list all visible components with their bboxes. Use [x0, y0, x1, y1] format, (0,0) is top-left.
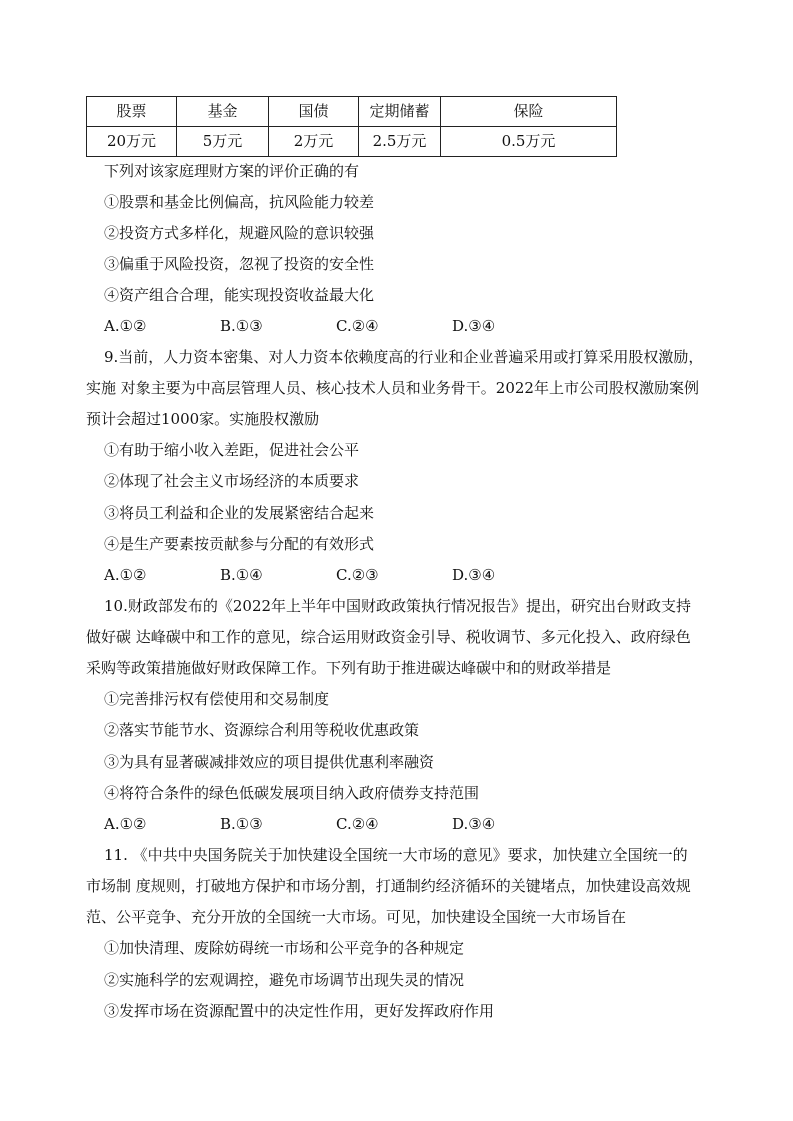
table-header-cell: 股票	[87, 97, 177, 127]
option-d: D.③④	[452, 566, 496, 584]
table-cell: 2万元	[269, 127, 359, 157]
option-c: C.②③	[336, 566, 379, 584]
option-b: B.①③	[220, 815, 263, 833]
q9-item-3: ③将员工利益和企业的发展紧密结合起来	[104, 504, 375, 522]
q9-item-4: ④是生产要素按贡献参与分配的有效形式	[104, 535, 375, 553]
option-a: A.①②	[104, 815, 147, 833]
table-cell: 5万元	[177, 127, 269, 157]
q10-item-2: ②落实节能节水、资源综合利用等税收优惠政策	[104, 721, 420, 739]
q9-line-2: 实施 对象主要为中高层管理人员、核心技术人员和业务骨干。2022年上市公司股权激励案例	[86, 379, 699, 397]
q8-item-4: ④资产组合合理，能实现投资收益最大化	[104, 286, 375, 304]
option-b: B.①③	[220, 317, 263, 335]
option-d: D.③④	[452, 815, 496, 833]
table-cell: 0.5万元	[441, 127, 617, 157]
q8-item-2: ②投资方式多样化，规避风险的意识较强	[104, 224, 375, 242]
q11-item-1: ①加快清理、废除妨碍统一市场和公平竞争的各种规定	[104, 939, 465, 957]
table-cell: 2.5万元	[359, 127, 441, 157]
q9-item-1: ①有助于缩小收入差距，促进社会公平	[104, 441, 360, 459]
q11-item-2: ②实施科学的宏观调控，避免市场调节出现失灵的情况	[104, 971, 465, 989]
option-c: C.②④	[336, 317, 379, 335]
option-a: A.①②	[104, 566, 147, 584]
q8-options	[104, 316, 568, 336]
table-header-cell: 国债	[269, 97, 359, 127]
table-row	[87, 127, 617, 157]
q11-item-3: ③发挥市场在资源配置中的决定性作用，更好发挥政府作用	[104, 1002, 495, 1020]
table-header-cell: 定期储蓄	[359, 97, 441, 127]
q11-line-3: 范、公平竞争、充分开放的全国统一大市场。可见，加快建设全国统一大市场旨在	[86, 908, 627, 926]
asset-table	[86, 96, 617, 157]
option-a: A.①②	[104, 317, 147, 335]
q9-line-1: 9.当前，人力资本密集、对人力资本依赖度高的行业和企业普遍采用或打算采用股权激励，	[104, 348, 704, 366]
q9-item-2: ②体现了社会主义市场经济的本质要求	[104, 472, 360, 490]
q8-stem: 下列对该家庭理财方案的评价正确的有	[104, 162, 360, 180]
option-c: C.②④	[336, 815, 379, 833]
q10-options	[104, 814, 568, 834]
q10-item-3: ③为具有显著碳减排效应的项目提供优惠利率融资	[104, 753, 435, 771]
option-b: B.①④	[220, 566, 263, 584]
table-header-cell: 基金	[177, 97, 269, 127]
table-cell: 20万元	[87, 127, 177, 157]
q11-line-2: 市场制 度规则，打破地方保护和市场分割，打通制约经济循环的关键堵点，加快建设高效规	[86, 877, 691, 895]
q9-line-3: 预计会超过1000家。实施股权激励	[86, 410, 320, 428]
table-header-cell: 保险	[441, 97, 617, 127]
q10-item-1: ①完善排污权有偿使用和交易制度	[104, 690, 330, 708]
q10-item-4: ④将符合条件的绿色低碳发展项目纳入政府债券支持范围	[104, 784, 480, 802]
q11-line-1: 11. 《中共中央国务院关于加快建设全国统一大市场的意见》要求，加快建立全国统一的	[104, 846, 688, 864]
q8-item-3: ③偏重于风险投资，忽视了投资的安全性	[104, 255, 375, 273]
option-d: D.③④	[452, 317, 496, 335]
q10-line-1: 10.财政部发布的《2022年上半年中国财政政策执行情况报告》提出，研究出台财政支持	[104, 597, 692, 615]
q10-line-2: 做好碳 达峰碳中和工作的意见，综合运用财政资金引导、税收调节、多元化投入、政府绿色	[86, 628, 691, 646]
q8-item-1: ①股票和基金比例偏高，抗风险能力较差	[104, 193, 375, 211]
table-header-row	[87, 97, 617, 127]
q9-options	[104, 565, 568, 585]
q10-line-3: 采购等政策措施做好财政保障工作。下列有助于推进碳达峰碳中和的财政举措是	[86, 659, 612, 677]
